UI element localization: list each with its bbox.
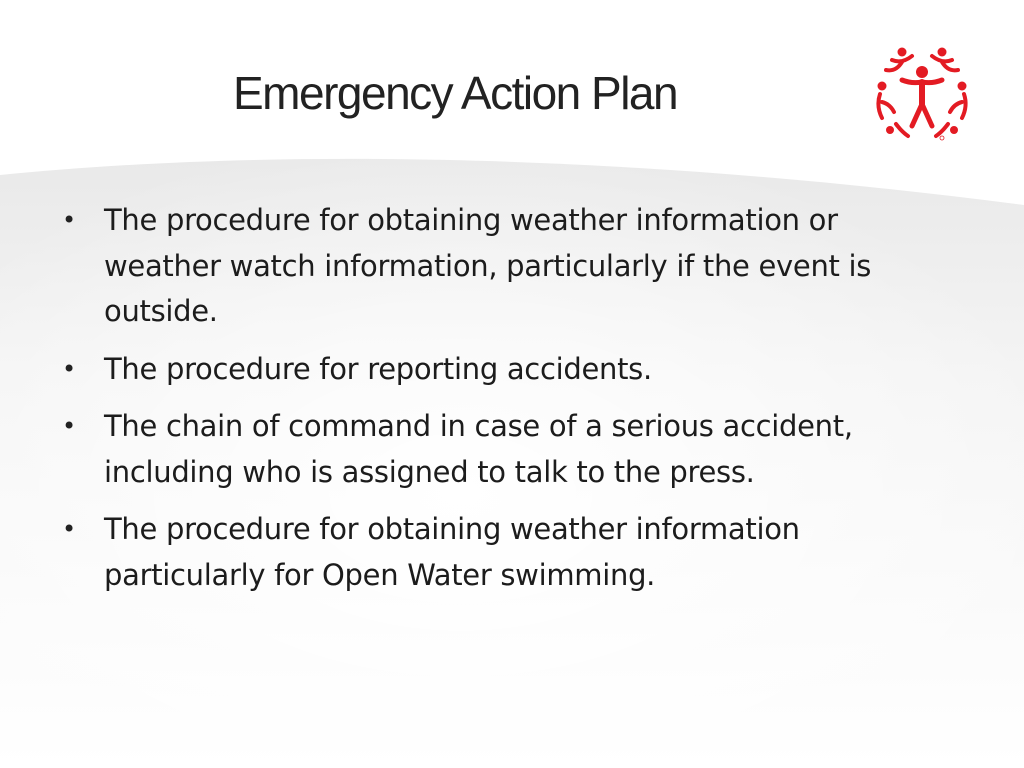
bullet-marker: • — [62, 412, 76, 440]
bullet-marker: • — [62, 515, 76, 543]
bullet-item — [60, 198, 960, 335]
bullet-list — [60, 198, 960, 610]
bullet-item — [60, 507, 960, 598]
bullet-text: The chain of command in case of a serious accident, including who is assigned to talk to the press. — [104, 409, 853, 489]
slide-title: Emergency Action Plan — [233, 67, 678, 119]
special-olympics-logo-icon — [872, 42, 972, 142]
bullet-text: The procedure for obtaining weather information or weather watch information, particularly if the event is outside. — [104, 203, 872, 328]
bullet-text: The procedure for obtaining weather information particularly for Open Water swimming. — [104, 512, 800, 592]
bullet-item — [60, 347, 960, 393]
bullet-text: The procedure for reporting accidents. — [104, 351, 652, 386]
bullet-marker: • — [62, 206, 76, 234]
bullet-marker: • — [62, 354, 76, 383]
bullet-item — [60, 404, 960, 495]
